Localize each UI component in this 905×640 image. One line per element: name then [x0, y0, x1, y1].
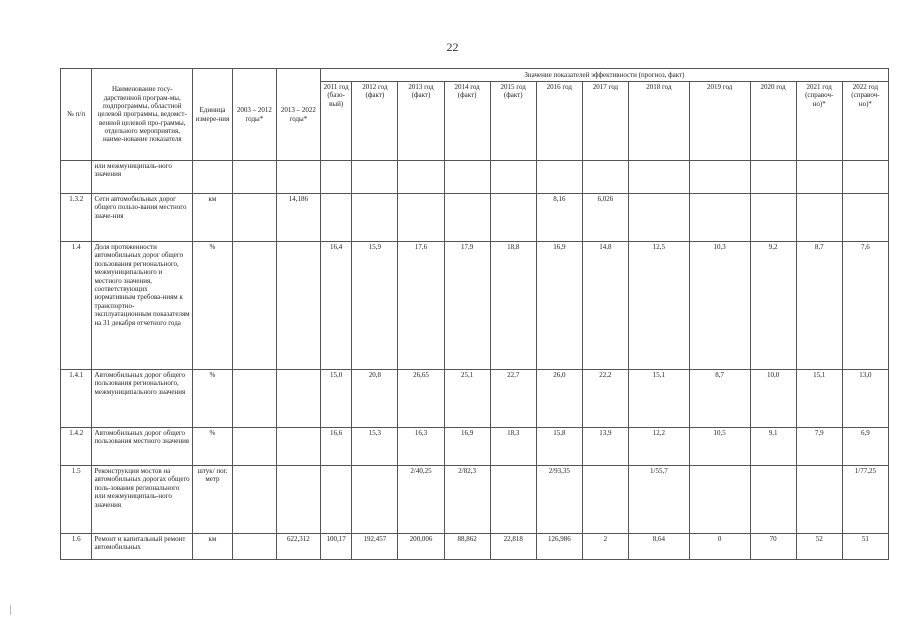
indicator-name: Доля протяженности автомобильных дорог общего пользования регионального, межмуниципального и местного значения, соответствующих нормативным требова-ниям к транспортно-эксплуатационным показателям на 31 декабря отчетного года: [92, 242, 193, 370]
value-cell: [490, 161, 536, 194]
value-cell: 15,1: [628, 370, 689, 428]
value-cell: 22,818: [490, 534, 536, 560]
value-cell: 8,16: [536, 194, 582, 242]
value-cell: 0: [689, 534, 750, 560]
table-row: [61, 466, 889, 534]
value-cell: 26,65: [398, 370, 444, 428]
table-row: [61, 242, 889, 370]
value-cell: 8,64: [628, 534, 689, 560]
value-cell: 15,8: [536, 428, 582, 466]
value-cell: 100,17: [320, 534, 351, 560]
value-cell: [398, 161, 444, 194]
period-2013-cell: [276, 242, 320, 370]
row-number: 1.5: [61, 466, 92, 534]
period-2003-cell: [232, 466, 276, 534]
header-unit: Единица измере-ния: [193, 69, 233, 161]
indicator-name: Автомобильных дорог общего пользования регионального, межмуниципального значения: [92, 370, 193, 428]
period-2013-cell: [276, 370, 320, 428]
value-cell: 9,2: [750, 242, 796, 370]
value-cell: [628, 161, 689, 194]
value-cell: 17,6: [398, 242, 444, 370]
table-row: [61, 161, 889, 194]
value-cell: 16,6: [320, 428, 351, 466]
value-cell: [352, 194, 398, 242]
header-year: 2012 год (факт): [352, 82, 398, 161]
value-cell: [352, 466, 398, 534]
value-cell: [628, 194, 689, 242]
value-cell: 12,2: [628, 428, 689, 466]
value-cell: [490, 194, 536, 242]
value-cell: [320, 161, 351, 194]
value-cell: [320, 194, 351, 242]
unit-cell: штук/ пог. метр: [193, 466, 233, 534]
value-cell: 8,7: [796, 242, 842, 370]
row-number: 1.4.1: [61, 370, 92, 428]
value-cell: [582, 161, 628, 194]
value-cell: [689, 194, 750, 242]
value-cell: 22,7: [490, 370, 536, 428]
value-cell: 192,457: [352, 534, 398, 560]
header-year: 2020 год: [750, 82, 796, 161]
value-cell: 1/55,7: [628, 466, 689, 534]
row-number: 1.6: [61, 534, 92, 560]
period-2003-cell: [232, 370, 276, 428]
value-cell: [750, 194, 796, 242]
value-cell: [842, 194, 888, 242]
value-cell: 15,9: [352, 242, 398, 370]
value-cell: 13,0: [842, 370, 888, 428]
period-2013-cell: 14,186: [276, 194, 320, 242]
unit-cell: км: [193, 194, 233, 242]
value-cell: 88,862: [444, 534, 490, 560]
period-2003-cell: [232, 161, 276, 194]
header-year: 2011 год (базо-вый): [320, 82, 351, 161]
value-cell: [750, 161, 796, 194]
value-cell: [689, 161, 750, 194]
header-year: 2022 год (справоч-но)*: [842, 82, 888, 161]
header-year: 2016 год: [536, 82, 582, 161]
value-cell: [536, 161, 582, 194]
value-cell: [796, 161, 842, 194]
indicators-table: [60, 68, 889, 560]
header-year: 2018 год: [628, 82, 689, 161]
header-year: 2015 год (факт): [490, 82, 536, 161]
value-cell: [842, 161, 888, 194]
indicator-name: или межмуниципаль-ного значения: [92, 161, 193, 194]
header-no: № п/п: [61, 69, 92, 161]
value-cell: 16,3: [398, 428, 444, 466]
value-cell: [320, 466, 351, 534]
value-cell: 10,3: [689, 242, 750, 370]
header-values-group: Значение показателей эффективности (прогноз, факт): [320, 69, 888, 82]
value-cell: [444, 194, 490, 242]
value-cell: 18,3: [490, 428, 536, 466]
value-cell: [352, 161, 398, 194]
unit-cell: [193, 161, 233, 194]
value-cell: [796, 194, 842, 242]
indicator-name: Ремонт и капитальный ремонт автомобильных: [92, 534, 193, 560]
value-cell: 26,0: [536, 370, 582, 428]
period-2013-cell: [276, 161, 320, 194]
header-year: 2019 год: [689, 82, 750, 161]
value-cell: [796, 466, 842, 534]
period-2013-cell: [276, 466, 320, 534]
value-cell: 15,1: [796, 370, 842, 428]
value-cell: 16,4: [320, 242, 351, 370]
unit-cell: %: [193, 428, 233, 466]
row-number: [61, 161, 92, 194]
value-cell: 2: [582, 534, 628, 560]
row-number: 1.4.2: [61, 428, 92, 466]
value-cell: 52: [796, 534, 842, 560]
value-cell: 15,0: [320, 370, 351, 428]
value-cell: 2/93,35: [536, 466, 582, 534]
value-cell: 16,9: [536, 242, 582, 370]
table-row: [61, 428, 889, 466]
value-cell: 70: [750, 534, 796, 560]
period-2003-cell: [232, 194, 276, 242]
value-cell: 17,9: [444, 242, 490, 370]
header-name: Наименование госу-дарственной програм-мы, подпрограммы, областной целевой программы, ведомст-венной целевой про-граммы, отдельного мероприятия, наиме-нование показателя: [92, 69, 193, 161]
value-cell: 7,6: [842, 242, 888, 370]
value-cell: [582, 466, 628, 534]
value-cell: 10,5: [689, 428, 750, 466]
value-cell: [750, 466, 796, 534]
value-cell: [444, 161, 490, 194]
value-cell: [490, 466, 536, 534]
unit-cell: км: [193, 534, 233, 560]
value-cell: [398, 194, 444, 242]
header-year: 2021 год (справоч-но)*: [796, 82, 842, 161]
header-year: 2017 год: [582, 82, 628, 161]
value-cell: 8,7: [689, 370, 750, 428]
indicator-name: Реконструкция мостов на автомобильных дорогах общего поль-зования регионального или межмуниципаль-ного значения: [92, 466, 193, 534]
period-2003-cell: [232, 242, 276, 370]
value-cell: 9,1: [750, 428, 796, 466]
value-cell: 6,9: [842, 428, 888, 466]
value-cell: 6,026: [582, 194, 628, 242]
indicator-name: Автомобильных дорог общего пользования местного значения: [92, 428, 193, 466]
row-number: 1.3.2: [61, 194, 92, 242]
value-cell: 15,3: [352, 428, 398, 466]
value-cell: 12,5: [628, 242, 689, 370]
period-2013-cell: 622,312: [276, 534, 320, 560]
page-number: 22: [446, 40, 459, 54]
table-row: [61, 370, 889, 428]
header-year: 2014 год (факт): [444, 82, 490, 161]
header-period-2003-2012: 2003 – 2012 годы*: [232, 69, 276, 161]
indicator-name: Сети автомобильных дорог общего пользо-вания местного значе-ния: [92, 194, 193, 242]
value-cell: 1/77,25: [842, 466, 888, 534]
value-cell: 25,1: [444, 370, 490, 428]
table-row: [61, 534, 889, 560]
unit-cell: %: [193, 370, 233, 428]
value-cell: [689, 466, 750, 534]
value-cell: 2/82,3: [444, 466, 490, 534]
row-number: 1.4: [61, 242, 92, 370]
unit-cell: %: [193, 242, 233, 370]
period-2013-cell: [276, 428, 320, 466]
period-2003-cell: [232, 428, 276, 466]
value-cell: 126,986: [536, 534, 582, 560]
period-2003-cell: [232, 534, 276, 560]
value-cell: 7,9: [796, 428, 842, 466]
value-cell: 22,2: [582, 370, 628, 428]
value-cell: 10,0: [750, 370, 796, 428]
value-cell: 13,9: [582, 428, 628, 466]
value-cell: 20,8: [352, 370, 398, 428]
value-cell: 16,9: [444, 428, 490, 466]
value-cell: 18,8: [490, 242, 536, 370]
value-cell: 51: [842, 534, 888, 560]
table-row: [61, 194, 889, 242]
header-period-2013-2022: 2013 – 2022 годы*: [276, 69, 320, 161]
value-cell: 200,006: [398, 534, 444, 560]
header-year: 2013 год (факт): [398, 82, 444, 161]
scan-margin-mark: [10, 605, 14, 615]
value-cell: 14,8: [582, 242, 628, 370]
value-cell: 2/40,25: [398, 466, 444, 534]
